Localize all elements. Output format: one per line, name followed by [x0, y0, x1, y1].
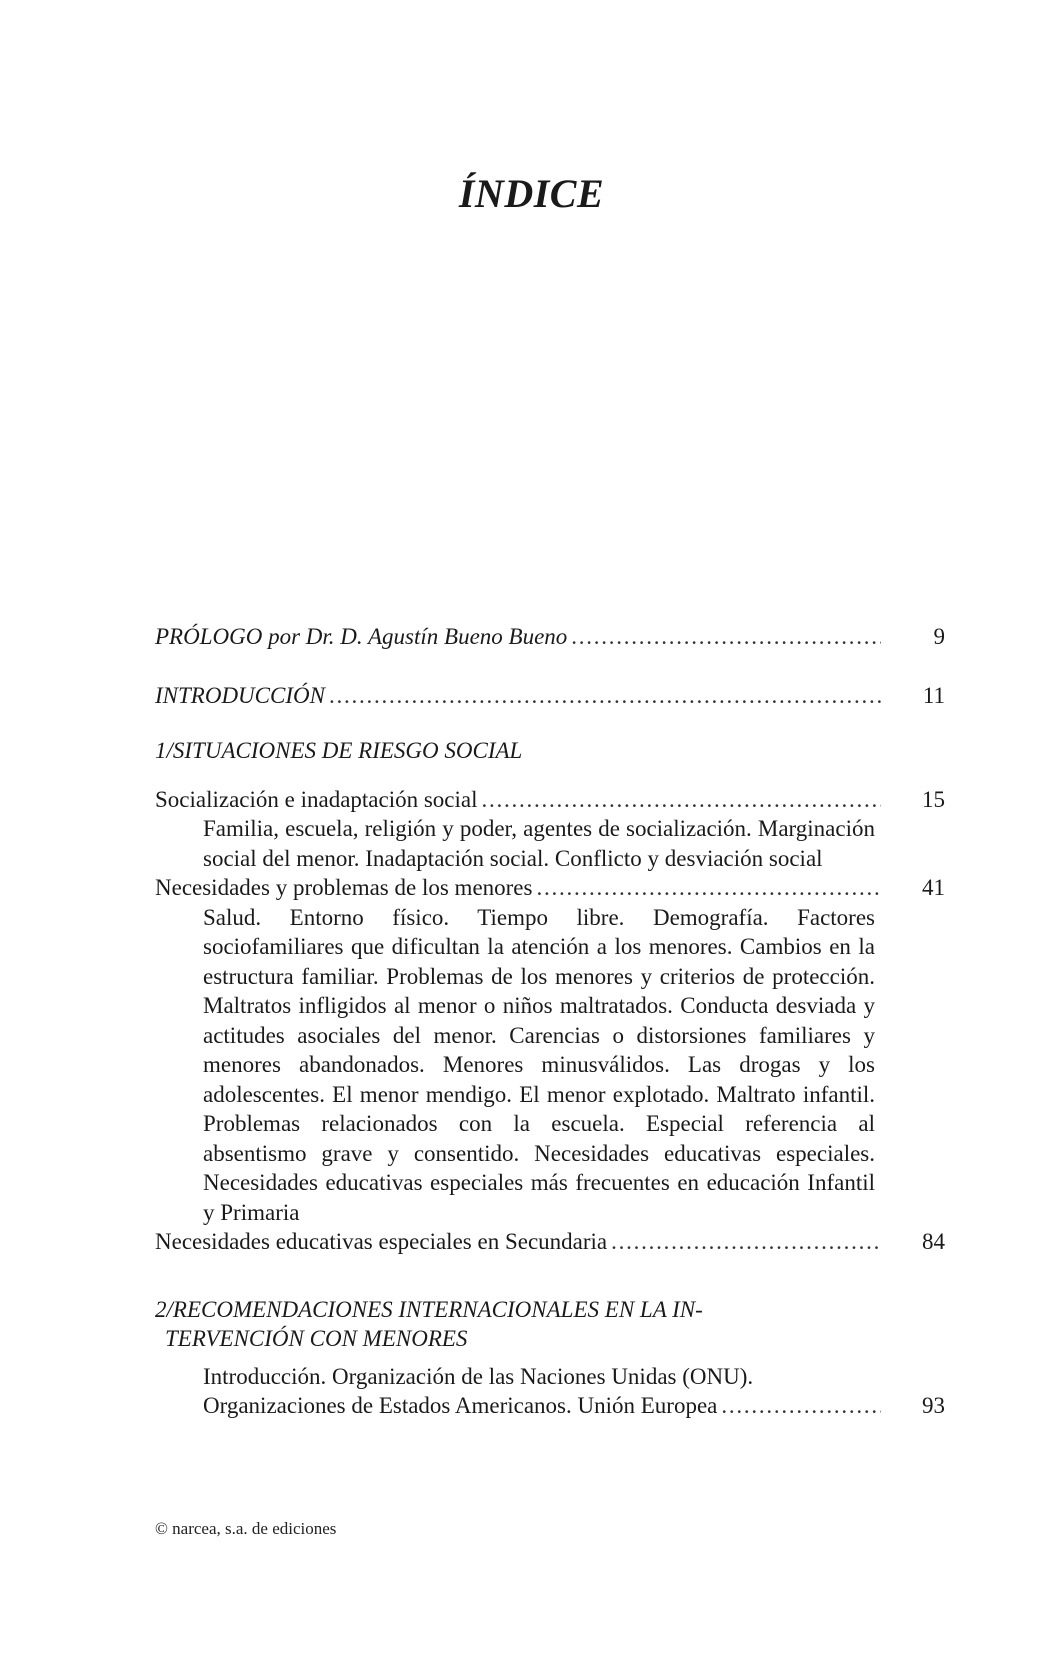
leader-dots [536, 873, 881, 903]
toc-entry[interactable] [155, 1227, 945, 1257]
toc-entry-introduccion[interactable] [155, 681, 945, 711]
toc-page-number: 93 [922, 1393, 945, 1418]
toc-entry[interactable] [155, 785, 945, 815]
toc-entry-title: Necesidades y problemas de los menores [155, 875, 533, 900]
toc-entry-description: Familia, escuela, religión y poder, agentes de socialización. Marginación social del menor. Inadaptación social. Conflicto y desviación social [203, 816, 875, 871]
toc-entry-title: Necesidades educativas especiales en Secundaria [155, 1229, 608, 1254]
toc-entry-title: PRÓLOGO por Dr. D. Agustín Bueno Bueno [155, 624, 568, 649]
toc-page-number: 9 [933, 624, 945, 649]
chapter-heading-line: TERVENCIÓN CON MENORES [165, 1326, 468, 1351]
toc-page-number: 84 [922, 1229, 945, 1254]
toc-entry-title: INTRODUCCIÓN [155, 682, 325, 708]
leader-dots [482, 785, 881, 815]
toc-entry[interactable] [155, 1362, 945, 1421]
toc-page-number: 11 [922, 682, 945, 708]
toc-entry-title: Introducción. Organización de las Naciones Unidas (ONU). [203, 1363, 754, 1389]
toc-entry-line [203, 1391, 945, 1421]
toc-page-number: 41 [922, 875, 945, 900]
page-title: ÍNDICE [458, 171, 605, 216]
toc-entry-prologo[interactable] [155, 622, 945, 652]
leader-dots [571, 622, 881, 652]
toc-entry-description: Salud. Entorno físico. Tiempo libre. Demografía. Factores sociofamiliares que dificultan la atención a los menores. Cambios en la estructura familiar. Problemas de los menores y criterios de protección. Maltratos infligidos al menor o niños maltratados. Conducta desviada y actitudes asociales del menor. Carencias o distorsiones familiares y menores abandonados. Menores minusválidos. Las drogas y los adolescentes. El menor mendigo. El menor explotado. Maltrato infantil. Problemas relacionados con la escuela. Especial referencia al absentismo grave y consentido. Necesidades educativas especiales. Necesidades educativas especiales más frecuentes en educación Infantil y Primaria [203, 904, 875, 1225]
table-of-contents [155, 622, 945, 1421]
toc-entry-title: Socialización e inadaptación social [155, 786, 478, 812]
toc-page-number: 15 [922, 786, 945, 812]
toc-entry-title: Organizaciones de Estados Americanos. Unión Europea [203, 1393, 718, 1418]
leader-dots [329, 681, 881, 711]
leader-dots [611, 1227, 881, 1257]
leader-dots [721, 1391, 881, 1421]
chapter-heading-line: 2/RECOMENDACIONES INTERNACIONALES EN LA IN- [155, 1296, 703, 1322]
copyright-footer: © narcea, s.a. de ediciones [155, 1519, 337, 1538]
chapter-heading: 1/SITUACIONES DE RIESGO SOCIAL [155, 738, 523, 763]
toc-entry[interactable] [155, 873, 945, 903]
chapter-heading [155, 1295, 945, 1354]
